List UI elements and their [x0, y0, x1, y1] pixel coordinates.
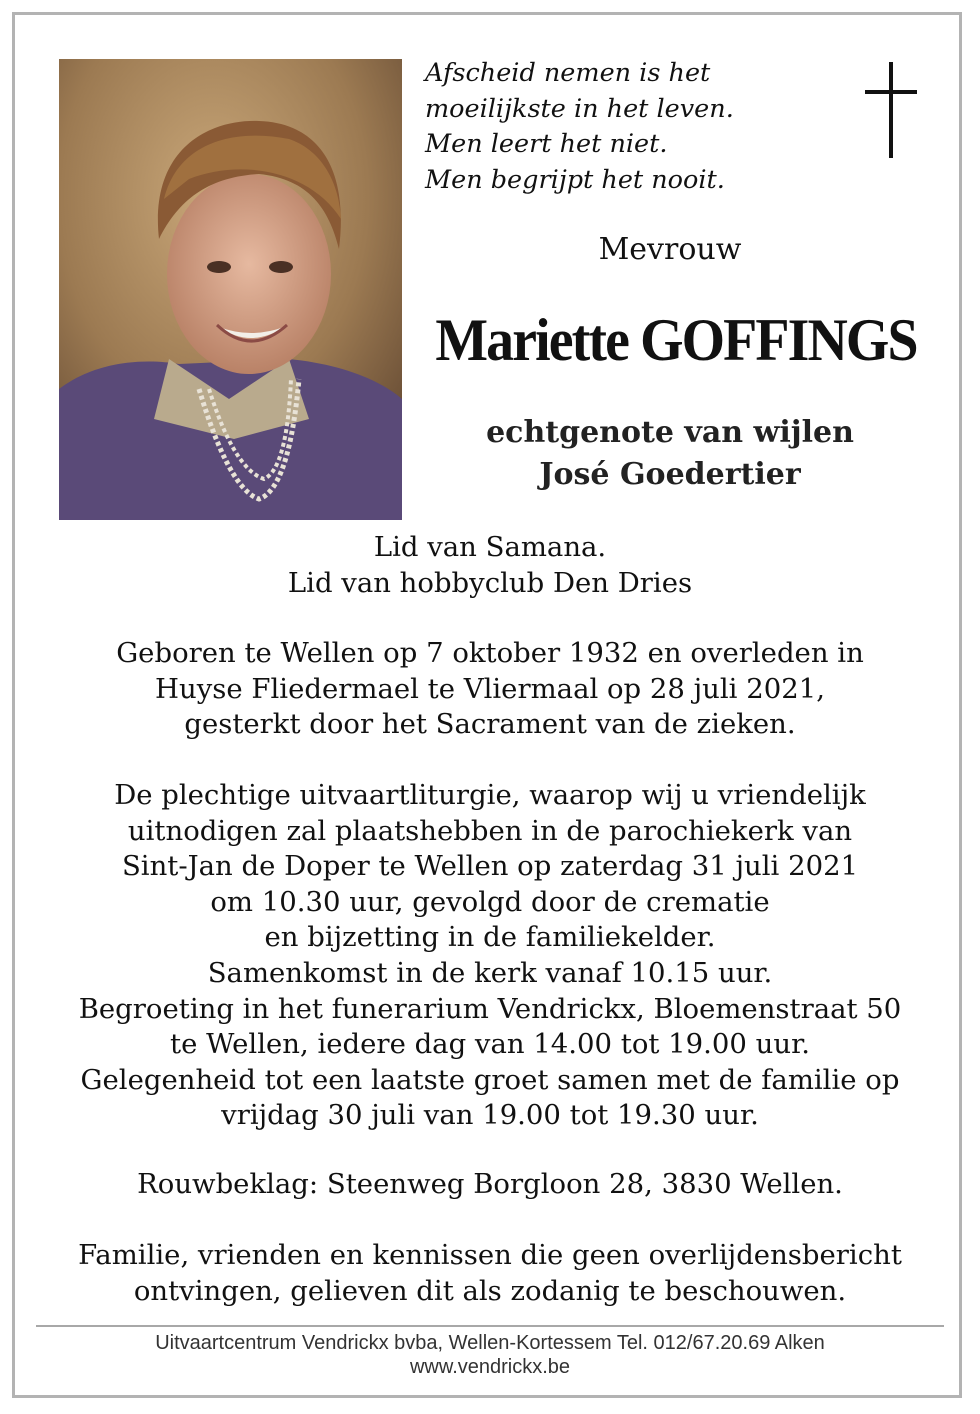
text-line: uitnodigen zal plaatshebben in de parochiekerk van [127, 814, 853, 847]
text-line: Samenkomst in de kerk vanaf 10.15 uur. [207, 956, 773, 989]
text-line: om 10.30 uur, gevolgd door de crematie [210, 885, 770, 918]
spouse-line: José Goedertier [539, 457, 801, 492]
text-line: vrijdag 30 juli van 19.00 tot 19.30 uur. [221, 1099, 759, 1132]
text-line: Gelegenheid tot een laatste groet samen met de familie op [80, 1063, 900, 1096]
text-line: De plechtige uitvaartliturgie, waarop wij u vriendelijk [114, 779, 866, 811]
footer-divider [36, 1325, 944, 1327]
text-line: Geboren te Wellen op 7 oktober 1932 en overleden in [116, 637, 864, 669]
text-line: Begroeting in het funerarium Vendrickx, Bloemenstraat 50 [78, 992, 902, 1025]
honorific: Mevrouw [598, 232, 742, 267]
text-line: Rouwbeklag: Steenweg Borgloon 28, 3830 Wellen. [137, 1168, 843, 1200]
quote-line: Afscheid nemen is het [425, 58, 711, 88]
text-line: Sint-Jan de Doper te Wellen op zaterdag 31 juli 2021 [121, 850, 859, 883]
notice-paragraph [40, 1238, 940, 1309]
text-line: Huyse Fliedermael te Vliermaal op 28 juli 2021, [155, 672, 825, 705]
ceremony-paragraph [40, 778, 940, 1134]
membership-line: Lid van Samana. [373, 531, 607, 563]
text-line: Familie, vrienden en kennissen die geen overlijdensbericht [78, 1239, 902, 1271]
text-line: te Wellen, iedere dag van 14.00 tot 19.00 uur. [170, 1028, 810, 1061]
text-line: en bijzetting in de familiekelder. [264, 921, 716, 954]
epitaph-quote [425, 56, 845, 198]
birth-death-paragraph [40, 636, 940, 743]
quote-line: Men begrijpt het nooit. [425, 164, 725, 195]
membership-line: Lid van hobbyclub Den Dries [287, 566, 693, 599]
deceased-name: Mariette GOFFINGS [435, 307, 917, 373]
quote-line: Men leert het niet. [425, 129, 668, 159]
spouse-info [430, 412, 910, 496]
memberships [40, 530, 940, 601]
text-line: gesterkt door het Sacrament van de zieken. [184, 708, 796, 741]
condolence-address [40, 1167, 940, 1203]
portrait-photo [59, 59, 402, 520]
spouse-line: echtgenote van wijlen [486, 415, 854, 450]
text-line: ontvingen, gelieven dit als zodanig te beschouwen. [133, 1274, 847, 1307]
quote-line: moeilijkste in het leven. [425, 93, 734, 124]
cross-icon [862, 62, 920, 166]
website-link[interactable]: www.vendrickx.be [409, 1356, 571, 1378]
funeral-home-info: Uitvaartcentrum Vendrickx bvba, Wellen-Kortessem Tel. 012/67.20.69 Alken [155, 1332, 825, 1354]
